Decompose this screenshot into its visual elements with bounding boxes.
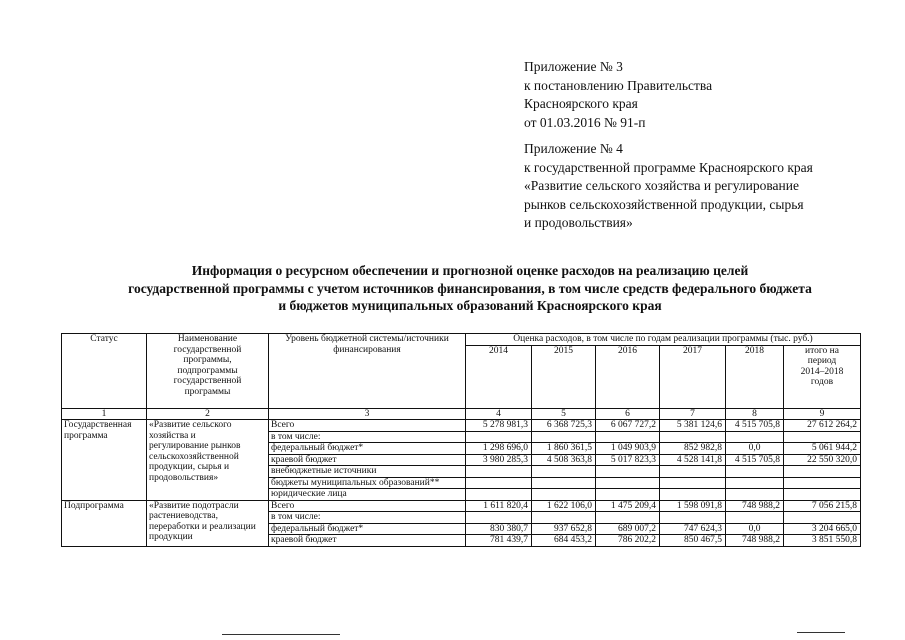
header-status: Статус — [62, 334, 147, 409]
value-cell — [466, 466, 532, 478]
level-cell: краевой бюджет — [269, 535, 466, 547]
value-cell — [660, 512, 726, 524]
value-cell: 684 453,2 — [532, 535, 596, 547]
value-cell — [784, 431, 861, 443]
value-cell — [660, 489, 726, 501]
annex-3-header — [524, 58, 712, 132]
status-cell: Подпрограмма — [62, 500, 147, 546]
header-year: 2018 — [726, 345, 784, 408]
column-index-row — [62, 408, 861, 420]
value-cell — [726, 431, 784, 443]
title-line: государственной программы с учетом источников финансирования, в том числе средств федерального бюджета — [128, 280, 812, 296]
value-cell: 27 612 264,2 — [784, 420, 861, 432]
column-index: 7 — [660, 408, 726, 420]
value-cell: 850 467,5 — [660, 535, 726, 547]
value-cell: 22 550 320,0 — [784, 454, 861, 466]
value-cell — [532, 489, 596, 501]
value-cell: 1 598 091,8 — [660, 500, 726, 512]
value-cell: 748 988,2 — [726, 535, 784, 547]
value-cell: 6 067 727,2 — [596, 420, 660, 432]
header-total: итого на период 2014–2018 годов — [784, 345, 861, 408]
column-index: 3 — [269, 408, 466, 420]
value-cell: 1 611 820,4 — [466, 500, 532, 512]
footer-rule — [222, 634, 340, 635]
value-cell — [596, 512, 660, 524]
value-cell — [596, 431, 660, 443]
value-cell — [532, 512, 596, 524]
table-row — [62, 420, 861, 432]
value-cell: 1 475 209,4 — [596, 500, 660, 512]
value-cell: 1 860 361,5 — [532, 443, 596, 455]
value-cell: 689 007,2 — [596, 523, 660, 535]
header-estimate: Оценка расходов, в том числе по годам реализации программы (тыс. руб.) — [466, 334, 861, 346]
value-cell — [784, 477, 861, 489]
level-cell: в том числе: — [269, 512, 466, 524]
header-year: 2016 — [596, 345, 660, 408]
value-cell: 5 017 823,3 — [596, 454, 660, 466]
value-cell: 830 380,7 — [466, 523, 532, 535]
value-cell — [596, 489, 660, 501]
level-cell: бюджеты муниципальных образований** — [269, 477, 466, 489]
value-cell — [660, 477, 726, 489]
value-cell — [726, 477, 784, 489]
value-cell — [784, 489, 861, 501]
annex-line: к постановлению Правительства — [524, 77, 713, 93]
value-cell: 3 980 285,3 — [466, 454, 532, 466]
level-cell: юридические лица — [269, 489, 466, 501]
value-cell: 7 056 215,8 — [784, 500, 861, 512]
funding-table — [61, 333, 861, 547]
value-cell — [726, 512, 784, 524]
value-cell: 1 622 106,0 — [532, 500, 596, 512]
annex-line: Приложение № 3 — [524, 59, 623, 74]
value-cell: 747 624,3 — [660, 523, 726, 535]
value-cell — [726, 489, 784, 501]
value-cell — [532, 477, 596, 489]
value-cell: 3 851 550,8 — [784, 535, 861, 547]
value-cell: 5 061 944,2 — [784, 443, 861, 455]
value-cell: 786 202,2 — [596, 535, 660, 547]
value-cell: 5 278 981,3 — [466, 420, 532, 432]
value-cell: 748 988,2 — [726, 500, 784, 512]
value-cell — [596, 477, 660, 489]
annex-line: Приложение № 4 — [524, 141, 623, 156]
column-index: 2 — [147, 408, 269, 420]
column-index: 9 — [784, 408, 861, 420]
status-cell: Государственная программа — [62, 420, 147, 501]
value-cell: 781 439,7 — [466, 535, 532, 547]
header-year: 2015 — [532, 345, 596, 408]
value-cell: 4 515 705,8 — [726, 420, 784, 432]
annex-4-header — [524, 140, 813, 233]
value-cell: 5 381 124,6 — [660, 420, 726, 432]
level-cell: в том числе: — [269, 431, 466, 443]
header-level: Уровень бюджетной системы/источники финансирования — [269, 334, 466, 409]
value-cell — [466, 477, 532, 489]
annex-line: к государственной программе Красноярского края — [524, 159, 813, 175]
value-cell: 1 298 696,0 — [466, 443, 532, 455]
value-cell — [784, 512, 861, 524]
value-cell — [784, 466, 861, 478]
column-index: 4 — [466, 408, 532, 420]
value-cell: 4 528 141,8 — [660, 454, 726, 466]
header-year: 2017 — [660, 345, 726, 408]
footer-rule — [797, 632, 845, 633]
level-cell: федеральный бюджет* — [269, 523, 466, 535]
level-cell: краевой бюджет — [269, 454, 466, 466]
column-index: 6 — [596, 408, 660, 420]
value-cell: 937 652,8 — [532, 523, 596, 535]
column-index: 8 — [726, 408, 784, 420]
annex-line: от 01.03.2016 № 91-п — [524, 114, 646, 130]
value-cell — [532, 466, 596, 478]
value-cell — [466, 431, 532, 443]
value-cell: 4 515 705,8 — [726, 454, 784, 466]
value-cell: 4 508 363,8 — [532, 454, 596, 466]
subprogram-name-cell: «Развитие подотрасли растениеводства, переработки и реализации продукции — [147, 500, 269, 546]
annex-line: и продовольствия» — [524, 215, 633, 230]
header-name: Наименование государственной программы, подпрограммы государственной программы — [147, 334, 269, 409]
value-cell: 0,0 — [726, 523, 784, 535]
title-line: и бюджетов муниципальных образований Красноярского края — [278, 298, 662, 313]
value-cell — [726, 466, 784, 478]
value-cell — [466, 489, 532, 501]
value-cell — [660, 466, 726, 478]
column-index: 5 — [532, 408, 596, 420]
annex-line: Красноярского края — [524, 96, 638, 111]
value-cell — [532, 431, 596, 443]
level-cell: внебюджетные источники — [269, 466, 466, 478]
value-cell: 0,0 — [726, 443, 784, 455]
value-cell: 6 368 725,3 — [532, 420, 596, 432]
program-name-cell: «Развитие сельского хозяйства и регулирование рынков сельскохозяйственной продукции, сырья и продовольствия» — [147, 420, 269, 501]
annex-line: «Развитие сельского хозяйства и регулирование — [524, 178, 799, 193]
value-cell: 852 982,8 — [660, 443, 726, 455]
column-index: 1 — [62, 408, 147, 420]
level-cell: Всего — [269, 500, 466, 512]
value-cell: 3 204 665,0 — [784, 523, 861, 535]
value-cell — [466, 512, 532, 524]
document-title — [40, 262, 900, 315]
table-row — [62, 500, 861, 512]
header-year: 2014 — [466, 345, 532, 408]
value-cell — [660, 431, 726, 443]
value-cell — [596, 466, 660, 478]
level-cell: Всего — [269, 420, 466, 432]
annex-line: рынков сельскохозяйственной продукции, сырья — [524, 196, 804, 212]
level-cell: федеральный бюджет* — [269, 443, 466, 455]
title-line: Информация о ресурсном обеспечении и прогнозной оценке расходов на реализацию целей — [191, 263, 749, 278]
value-cell: 1 049 903,9 — [596, 443, 660, 455]
